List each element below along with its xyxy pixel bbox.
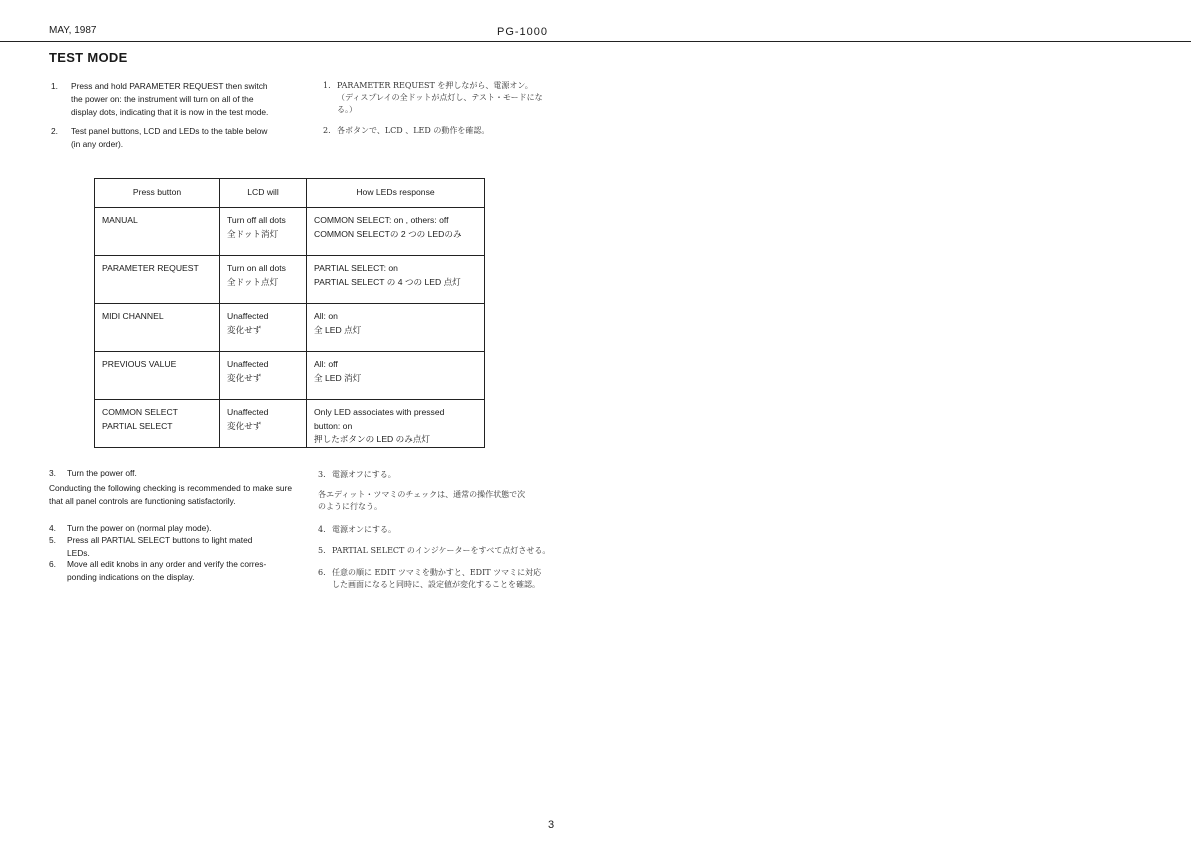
table-row: [95, 400, 485, 448]
table-row: [95, 352, 485, 400]
jp-step-text: PARAMETER REQUEST を押しながら、電源オン。 （ディスプレイの全ドットが点灯し、テスト・モードにな る。）: [337, 81, 543, 114]
jp-step-number: 3.: [318, 470, 326, 479]
step-text: Press and hold PARAMETER REQUEST then switch the power on: the instrument will turn on all of the display dots, indicating that it is now in the test mode.: [71, 81, 269, 117]
header-date: MAY, 1987: [49, 25, 97, 36]
step-number: 4.: [49, 523, 56, 533]
table-row: [95, 208, 485, 256]
step-1: [51, 80, 311, 120]
jp-intro-paragraph: [318, 489, 578, 515]
table-header-row: [95, 179, 485, 208]
step-5: [49, 534, 309, 560]
jp-step-number: 4.: [318, 525, 326, 534]
page-number: 3: [548, 819, 555, 831]
table-row: [95, 256, 485, 304]
jp-step-6: [318, 567, 578, 593]
lcd-cell: Unaffected 変化せず: [220, 352, 307, 400]
jp-step-text: 任意の順に EDIT ツマミを動かすと、EDIT ツマミに対応 した画面になると同時に、設定値が変化することを確認。: [332, 568, 542, 589]
header-model: PG-1000: [497, 26, 549, 38]
jp-step-text: 電源オンにする。: [332, 525, 396, 534]
step-6: [49, 558, 309, 584]
jp-step-2: [323, 125, 573, 139]
leds-cell: COMMON SELECT: on , others: off COMMON SELECTの 2 つの LEDのみ: [307, 208, 485, 256]
leds-cell: All: on 全 LED 点灯: [307, 304, 485, 352]
lcd-cell: Unaffected 変化せず: [220, 304, 307, 352]
lcd-cell: Turn off all dots 全ドット消灯: [220, 208, 307, 256]
step-number: 2.: [51, 126, 58, 136]
jp-step-text: 電源オフにする。: [332, 470, 396, 479]
step-2: [51, 125, 311, 153]
jp-step-number: 5.: [318, 546, 326, 555]
column-header: How LEDs response: [307, 179, 485, 208]
jp-step-5: [318, 545, 578, 559]
jp-step-3: [318, 469, 578, 483]
jp-step-4: [318, 524, 578, 538]
leds-cell: All: off 全 LED 消灯: [307, 352, 485, 400]
jp-step-number: 1.: [323, 81, 331, 90]
jp-step-text: 各ボタンで、LCD 、LED の動作を確認。: [337, 126, 490, 135]
button-cell: MANUAL: [95, 208, 220, 256]
step-number: 5.: [49, 535, 56, 545]
step-number: 1.: [51, 81, 58, 91]
step-text: Turn the power off.: [67, 468, 137, 478]
leds-cell: Only LED associates with pressed button: on 押したボタンの LED のみ点灯: [307, 400, 485, 448]
column-header: Press button: [95, 179, 220, 208]
column-header: LCD will: [220, 179, 307, 208]
leds-cell: PARTIAL SELECT: on PARTIAL SELECT の 4 つの LED 点灯: [307, 256, 485, 304]
header-rule: [0, 41, 1191, 42]
table-row: [95, 304, 485, 352]
page-title: TEST MODE: [49, 50, 128, 65]
step-text: Press all PARTIAL SELECT buttons to light mated LEDs.: [67, 535, 253, 558]
jp-step-1: [323, 80, 573, 120]
jp-step-number: 2.: [323, 126, 331, 135]
button-cell: PARAMETER REQUEST: [95, 256, 220, 304]
step-text: Turn the power on (normal play mode).: [67, 523, 212, 533]
intro-paragraph: Conducting the following checking is recommended to make sure that all panel controls are functioning satisfactorily.: [49, 483, 292, 506]
lcd-cell: Turn on all dots 全ドット点灯: [220, 256, 307, 304]
jp-paragraph-text: 各エディット・ツマミのチェックは、通常の操作状態で次 のように行なう。: [318, 490, 526, 511]
step-number: 6.: [49, 559, 56, 569]
step-text: Test panel buttons, LCD and LEDs to the table below (in any order).: [71, 126, 268, 149]
jp-step-number: 6.: [318, 568, 326, 577]
test-mode-table: [94, 178, 485, 448]
step-number: 3.: [49, 468, 56, 478]
step-3: [49, 467, 309, 481]
step-text: Move all edit knobs in any order and verify the corres- ponding indications on the display.: [67, 559, 267, 582]
button-cell: PREVIOUS VALUE: [95, 352, 220, 400]
lcd-cell: Unaffected 変化せず: [220, 400, 307, 448]
button-cell: COMMON SELECT PARTIAL SELECT: [95, 400, 220, 448]
jp-step-text: PARTIAL SELECT のインジケーターをすべて点灯させる。: [332, 546, 551, 555]
button-cell: MIDI CHANNEL: [95, 304, 220, 352]
